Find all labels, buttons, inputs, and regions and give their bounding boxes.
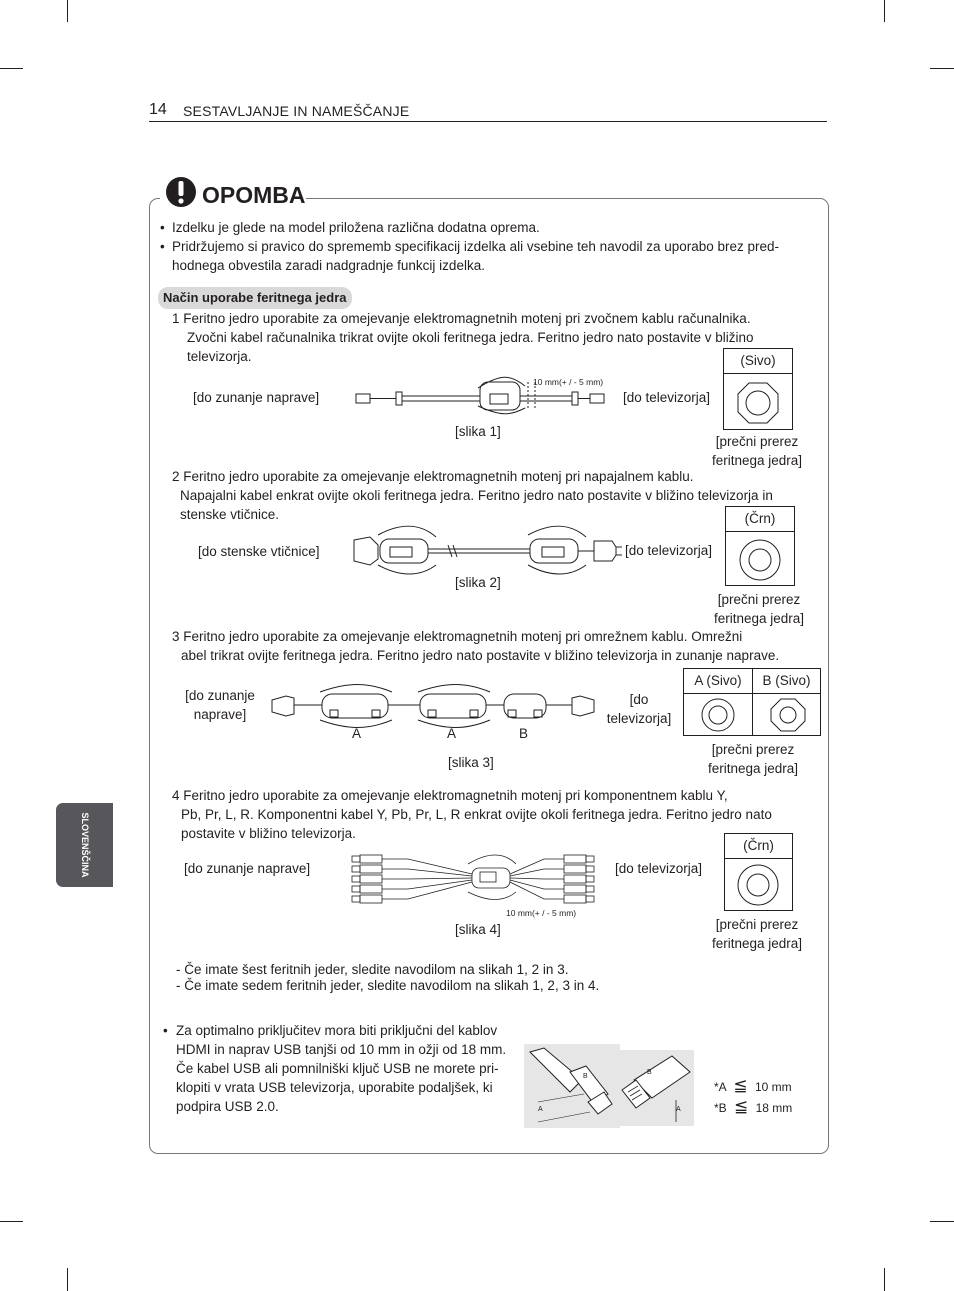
- usb-label-b: B: [647, 1069, 652, 1076]
- cross-section-label: (Črn): [726, 507, 794, 532]
- from-label: [do stenske vtičnice]: [198, 544, 320, 559]
- cross-section-caption: feritnega jedra]: [711, 936, 803, 951]
- cross-section-label: A (Sivo): [684, 669, 753, 694]
- ferrite-heading: Način uporabe feritnega jedra: [158, 287, 352, 309]
- ferrite-octagon-icon: [769, 698, 807, 732]
- figure-caption: [slika 1]: [455, 424, 501, 439]
- cross-section-caption: [prečni prerez: [717, 592, 801, 607]
- cross-section-caption: feritnega jedra]: [707, 761, 799, 776]
- less-equal-icon: ≦: [734, 1097, 749, 1116]
- note-title: OPOMBA: [202, 182, 306, 208]
- from-label: [do zunanje: [185, 688, 255, 703]
- step-text: postavite v bližino televizorja.: [181, 826, 356, 841]
- to-label: televizorja]: [606, 711, 672, 726]
- crop-mark: [0, 68, 23, 69]
- less-equal-icon: ≦: [733, 1076, 748, 1095]
- step-text: stenske vtičnice.: [180, 507, 280, 522]
- step-text: 2 Feritno jedro uporabite za omejevanje elektromagnetnih motenj pri napajalnem kablu.: [172, 469, 694, 484]
- dimension-value: 18 mm: [755, 1101, 793, 1115]
- from-label: [do zunanje naprave]: [184, 861, 311, 876]
- audio-cable-figure: [350, 372, 615, 422]
- usb-text: HDMI in naprav USB tanjši od 10 mm in ožji od 18 mm.: [176, 1042, 507, 1057]
- cross-section-caption: [prečni prerez: [715, 917, 799, 932]
- ferrite-octagon-icon: [736, 381, 780, 425]
- step-text: 3 Feritno jedro uporabite za omejevanje elektromagnetnih motenj pri omrežnem kablu. Omrežni: [172, 629, 743, 644]
- dimension-value: 10 mm: [754, 1080, 792, 1094]
- cross-section-label: (Črn): [725, 834, 792, 859]
- to-label: [do televizorja]: [615, 861, 703, 876]
- step-text: Napajalni kabel enkrat ovijte okoli feritnega jedra. Feritno jedro nato postavite v bližino televizorja in: [180, 488, 773, 503]
- ferrite-round-icon: [739, 539, 781, 581]
- usb-label-a: A: [538, 1106, 543, 1113]
- step-text: televizorja.: [187, 349, 252, 364]
- dimension-label: 10 mm(+ / - 5 mm): [533, 377, 604, 387]
- usb-stick-figure: [618, 1050, 694, 1126]
- ferrite-round-icon: [699, 698, 737, 732]
- cross-section-caption: [prečni prerez: [711, 742, 795, 757]
- page-number: 14: [149, 101, 167, 118]
- dimension-key: *A: [714, 1080, 727, 1094]
- dimension-label: 10 mm(+ / - 5 mm): [506, 908, 577, 918]
- to-label: [do: [629, 692, 649, 707]
- usb-label-b: B: [583, 1073, 588, 1080]
- figure-caption: [slika 3]: [448, 755, 494, 770]
- step-text: abel trikrat ovijte feritnega jedra. Feritno jedro nato postavite v bližino televizorja in zunanje naprave.: [181, 648, 780, 663]
- from-label: naprave]: [193, 707, 247, 722]
- ferrite-round-icon: [737, 864, 779, 906]
- cross-section-label: B (Sivo): [753, 669, 820, 694]
- cross-section-label: (Sivo): [724, 349, 792, 374]
- crop-mark: [930, 1221, 954, 1222]
- core-marker: A: [352, 726, 362, 741]
- crop-mark: [0, 1221, 23, 1222]
- core-marker: B: [519, 726, 529, 741]
- cross-section-caption: feritnega jedra]: [711, 453, 803, 468]
- section-title: SESTAVLJANJE IN NAMEŠČANJE: [183, 103, 410, 119]
- usb-text: klopiti v vrata USB televizorja, uporabite podaljšek, ki: [176, 1080, 493, 1095]
- warning-icon: [164, 175, 198, 209]
- cross-section-box: [724, 833, 793, 911]
- power-cable-figure: [350, 525, 625, 575]
- cross-section-box: [723, 348, 793, 430]
- hdmi-plug-figure: [524, 1044, 620, 1128]
- crop-mark: [67, 1268, 68, 1291]
- figure-caption: [slika 2]: [455, 575, 501, 590]
- cross-section-box: [725, 506, 795, 586]
- step-text: Pb, Pr, L, R. Komponentni kabel Y, Pb, Pr, L, R enkrat ovijte okoli feritnega jedra. Feritno jedro nato: [181, 807, 772, 822]
- step-text: Zvočni kabel računalnika trikrat ovijte okoli feritnega jedra. Feritno jedro nato postavite v bližino: [187, 330, 754, 345]
- header-rule: [149, 121, 827, 122]
- crop-mark: [884, 0, 885, 22]
- usb-label-a: A: [676, 1106, 681, 1113]
- language-tab: SLOVENŠČINA: [56, 803, 113, 887]
- step-text: 1 Feritno jedro uporabite za omejevanje elektromagnetnih motenj pri zvočnem kablu računalnika.: [172, 311, 751, 326]
- usb-text: podpira USB 2.0.: [176, 1099, 279, 1114]
- cross-section-caption: [prečni prerez: [715, 434, 799, 449]
- step-text: 4 Feritno jedro uporabite za omejevanje elektromagnetnih motenj pri komponentnem kablu Y,: [172, 788, 728, 803]
- to-label: [do televizorja]: [623, 390, 711, 405]
- dimension-key: *B: [714, 1101, 727, 1115]
- dash-note: - Če imate sedem feritnih jeder, sledite navodilom na slikah 1, 2, 3 in 4.: [176, 978, 600, 993]
- figure-caption: [slika 4]: [455, 922, 501, 937]
- usb-text: Za optimalno priključitev mora biti priključni del kablov: [176, 1023, 498, 1038]
- crop-mark: [884, 1268, 885, 1291]
- component-cable-figure: [348, 850, 600, 908]
- crop-mark: [67, 0, 68, 22]
- from-label: [do zunanje naprave]: [193, 390, 320, 405]
- dash-note: - Če imate šest feritnih jeder, sledite navodilom na slikah 1, 2 in 3.: [176, 962, 569, 977]
- core-marker: A: [447, 726, 457, 741]
- bullet-text: Izdelku je glede na model priložena različna dodatna oprema.: [172, 220, 540, 235]
- lan-cable-figure: [268, 684, 600, 726]
- cross-section-caption: feritnega jedra]: [713, 611, 805, 626]
- bullet-text: Pridržujemo si pravico do sprememb specifikacij izdelka ali vsebine teh navodil za uporabo brez pred-: [172, 239, 780, 254]
- bullet-text: hodnega obvestila zaradi nadgradnje funkcij izdelka.: [172, 258, 485, 273]
- usb-text: Če kabel USB ali pomnilniški ključ USB ne morete pri-: [176, 1061, 499, 1076]
- crop-mark: [930, 68, 954, 69]
- cross-section-box: [683, 668, 821, 736]
- to-label: [do televizorja]: [625, 543, 713, 558]
